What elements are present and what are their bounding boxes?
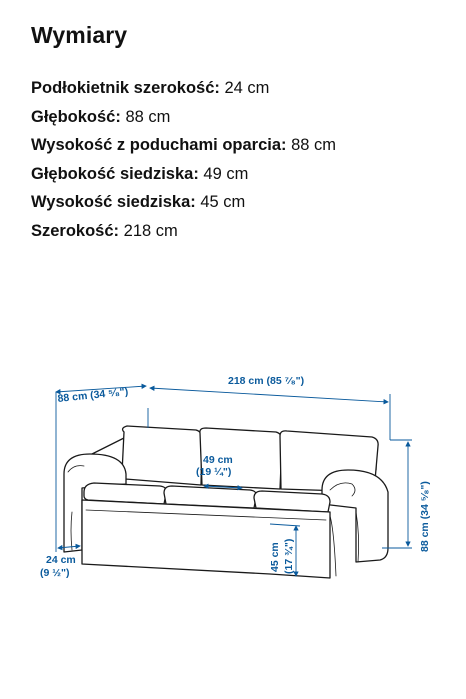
seat-height-label-cm: 45 cm	[269, 542, 281, 572]
spec-row-height-with-back-cushions	[31, 133, 336, 162]
spec-value: 24 cm	[224, 79, 270, 97]
spec-row-seat-height	[31, 190, 336, 219]
armrest-label-in: (9 ½")	[40, 567, 70, 579]
page-title: Wymiary	[31, 22, 128, 48]
spec-value: 88 cm	[291, 136, 337, 154]
spec-value: 88 cm	[125, 107, 171, 126]
spec-label: Podłokietnik szerokość:	[31, 79, 220, 97]
armrest-label-cm: 24 cm	[46, 554, 76, 566]
spec-value: 45 cm	[200, 193, 246, 211]
spec-label: Szerokość:	[31, 221, 120, 240]
spec-value: 218 cm	[123, 221, 178, 240]
spec-value: 49 cm	[203, 164, 249, 183]
sofa-back-cushion-left	[122, 426, 202, 485]
spec-row-armrest-width	[31, 76, 336, 105]
height-dimension-label: 88 cm (34 ⁵⁄₈")	[419, 481, 431, 552]
spec-row-depth	[31, 105, 336, 134]
seat-depth-label-in: (19 ¼")	[196, 466, 232, 478]
spec-row-width	[31, 219, 336, 248]
spec-label: Głębokość siedziska:	[31, 164, 199, 183]
spec-label: Wysokość z poduchami oparcia:	[31, 136, 287, 154]
dimension-spec-list	[31, 76, 336, 247]
sofa-arm-right	[322, 470, 388, 562]
sofa-dimension-diagram	[0, 340, 466, 600]
seat-depth-label-cm: 49 cm	[203, 454, 233, 466]
sofa-skirt-pleat	[330, 516, 336, 576]
seat-height-label-in: (17 ¾")	[283, 538, 295, 574]
width-dimension-label: 218 cm (85 ⁷⁄₈")	[228, 375, 305, 387]
spec-label: Wysokość siedziska:	[31, 193, 196, 211]
sofa-illustration	[64, 426, 388, 578]
spec-label: Głębokość:	[31, 107, 121, 126]
width-dimension-line	[150, 388, 388, 402]
depth-dimension-label: 88 cm (34 ⁵⁄₈")	[57, 385, 129, 405]
spec-row-seat-depth	[31, 162, 336, 191]
